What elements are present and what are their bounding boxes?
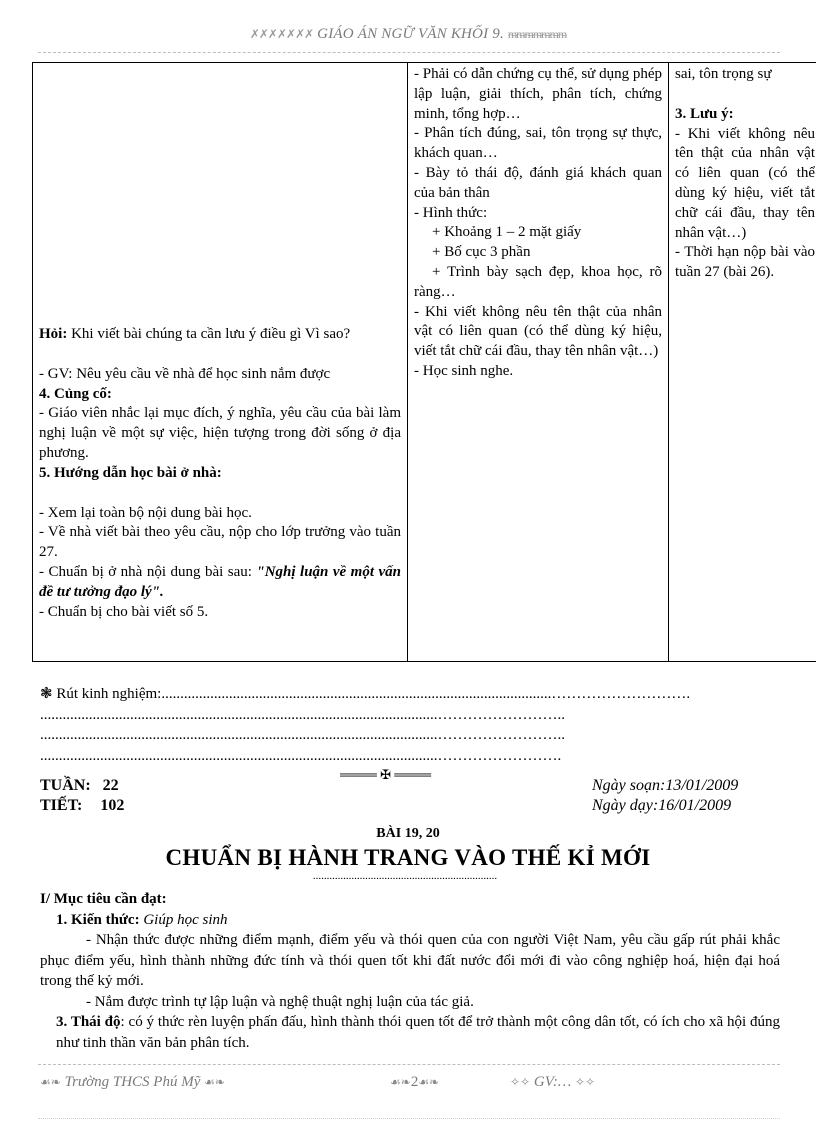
rut-kinh-nghiem <box>40 684 740 766</box>
dotted-line: ..........................................................................................................……………………. <box>40 747 562 764</box>
tiet-label: TIẾT: <box>40 797 83 814</box>
gv-note: - GV: Nêu yêu cầu về nhà để học sinh nắm được <box>39 365 331 382</box>
homework-item: - Chuẩn bị cho bài viết số 5. <box>39 603 209 620</box>
footer-ornament: ✧✧ <box>510 1075 531 1089</box>
tuan-value: 22 <box>102 777 119 794</box>
bottom-divider <box>38 1118 780 1119</box>
tiet-value: 102 <box>100 797 125 814</box>
header-title: GIÁO ÁN NGỮ VĂN KHỐI 9. <box>317 26 504 42</box>
content-item: - Khi viết không nêu tên thật của nhân vật có liên quan (có thể dùng ký hiệu, viết tắt chữ cái đầu, thay tên nhân vật…) <box>675 125 815 241</box>
footer-divider <box>38 1064 780 1065</box>
lesson-number: BÀI 19, 20 <box>376 826 440 841</box>
section-separator: ════ ✠ ════ <box>340 767 432 782</box>
huong-dan-heading: 5. Hướng dẫn học bài ở nhà: <box>39 464 222 481</box>
lesson-dates <box>592 776 738 816</box>
homework-item: - Về nhà viết bài theo yêu cầu, nộp cho lớp trưởng vào tuần 27. <box>39 524 401 561</box>
knowledge-label: 1. Kiến thức: <box>56 911 140 928</box>
objectives-section <box>40 889 780 1053</box>
student-item: - Khi viết không nêu tên thật của nhân vật có liên quan (có thể dùng ký hiệu, viết tắt chữ cái đầu, thay tên nhân vật…) <box>414 303 662 360</box>
footer-ornament: ☙❧ <box>390 1075 411 1089</box>
objectives-heading: I/ Mục tiêu cần đạt: <box>40 891 167 907</box>
teacher-column <box>33 63 408 662</box>
content-column <box>669 63 816 662</box>
dotted-line: ........................................................................................................………………………. <box>161 686 691 702</box>
content-item: - Thời hạn nộp bài vào tuần 27 (bài 26). <box>675 244 815 281</box>
student-item: - Học sinh nghe. <box>414 362 514 379</box>
lesson-table <box>32 62 816 662</box>
ngay-day: Ngày dạy:16/01/2009 <box>592 797 732 814</box>
dotted-line: ..........................................................................................................…………………….. <box>40 727 565 743</box>
attitude-text: : có ý thức rèn luyện phấn đấu, hình thành thói quen tốt để trở thành một công dân tốt, có ích cho xã hội đúng như tinh thần văn bản phân tích. <box>56 1014 780 1051</box>
header-ornament-left: ✗✗✗✗✗✗✗ <box>249 27 314 41</box>
content-item: sai, tôn trọng sự <box>675 66 772 82</box>
student-column <box>408 63 669 662</box>
footer-ornament: ✧✧ <box>574 1075 596 1089</box>
rut-label: Rút kinh nghiệm: <box>56 686 162 702</box>
homework-item: - Xem lại toàn bộ nội dung bài học. <box>39 504 252 521</box>
flower-icon: ❃ <box>40 686 53 702</box>
week-period <box>40 776 124 816</box>
attitude-label: 3. Thái độ <box>56 1014 121 1030</box>
title-underline-dots: ................................................................... <box>312 870 498 882</box>
page-header <box>0 26 816 43</box>
footer-ornament: ☙❧ <box>418 1075 440 1089</box>
question-text: Khi viết bài chúng ta cần lưu ý điều gì Vì sao? <box>67 326 351 342</box>
teacher-name: GV:… <box>533 1074 572 1090</box>
footer-ornament: ☙❧ <box>40 1075 61 1089</box>
footer-ornament: ☙❧ <box>204 1075 225 1089</box>
student-item: - Bày tỏ thái độ, đánh giá khách quan của bản thân <box>414 164 662 201</box>
cung-co-text: - Giáo viên nhắc lại mục đích, ý nghĩa, yêu cầu của bài làm nghị luận về một sự việc, hiện tượng trong đời sống ở địa phương. <box>39 405 401 461</box>
objective-paragraph: - Nhận thức được những điểm mạnh, điểm yếu và thói quen của con người Việt Nam, yêu cầu gấp rút phải khắc phục điểm yếu, hình thành những đức tính và thói quen tốt khi đất nước đổi mới đi vào công nghiệp hoá, hiện đại hoá trong thế kỷ mới. <box>40 932 780 989</box>
page-number: 2 <box>410 1074 419 1090</box>
objective-paragraph: - Nắm được trình tự lập luận và nghệ thuật nghị luận của tác giả. <box>86 993 474 1010</box>
next-lesson-title: "Nghị luận về một vấn đề tư tưởng đạo lý". <box>39 563 401 600</box>
student-item: + Khoảng 1 – 2 mặt giấy <box>432 224 582 241</box>
header-ornament-right: ᵯᵯᵯᵯᵯᵯᵯ <box>507 27 567 41</box>
knowledge-text: Giúp học sinh <box>139 911 228 928</box>
table-row <box>33 63 816 662</box>
student-item: - Hình thức: <box>414 204 488 221</box>
homework-item: - Chuẩn bị ở nhà nội dung bài sau: <box>39 563 257 580</box>
school-name: Trường THCS Phú Mỹ <box>64 1074 201 1090</box>
student-item: + Bố cục 3 phần <box>432 244 531 261</box>
luu-y-heading: 3. Lưu ý: <box>675 105 734 122</box>
lesson-title: CHUẨN BỊ HÀNH TRANG VÀO THẾ KỈ MỚI <box>165 845 651 870</box>
dotted-line: ..........................................................................................................…………………….. <box>40 706 565 723</box>
tuan-label: TUẦN: <box>40 777 91 794</box>
student-item: - Phân tích đúng, sai, tôn trọng sự thực, khách quan… <box>414 125 662 162</box>
header-divider <box>38 52 780 53</box>
cung-co-heading: 4. Củng cố: <box>39 385 112 402</box>
question-label: Hỏi: <box>39 326 68 342</box>
ngay-soan: Ngày soạn:13/01/2009 <box>592 777 739 794</box>
student-item: - Phải có dẫn chứng cụ thể, sử dụng phép lập luận, giải thích, phân tích, chứng minh, tổng hợp… <box>414 66 662 122</box>
student-item: + Trình bày sạch đẹp, khoa học, rõ ràng… <box>414 263 662 300</box>
